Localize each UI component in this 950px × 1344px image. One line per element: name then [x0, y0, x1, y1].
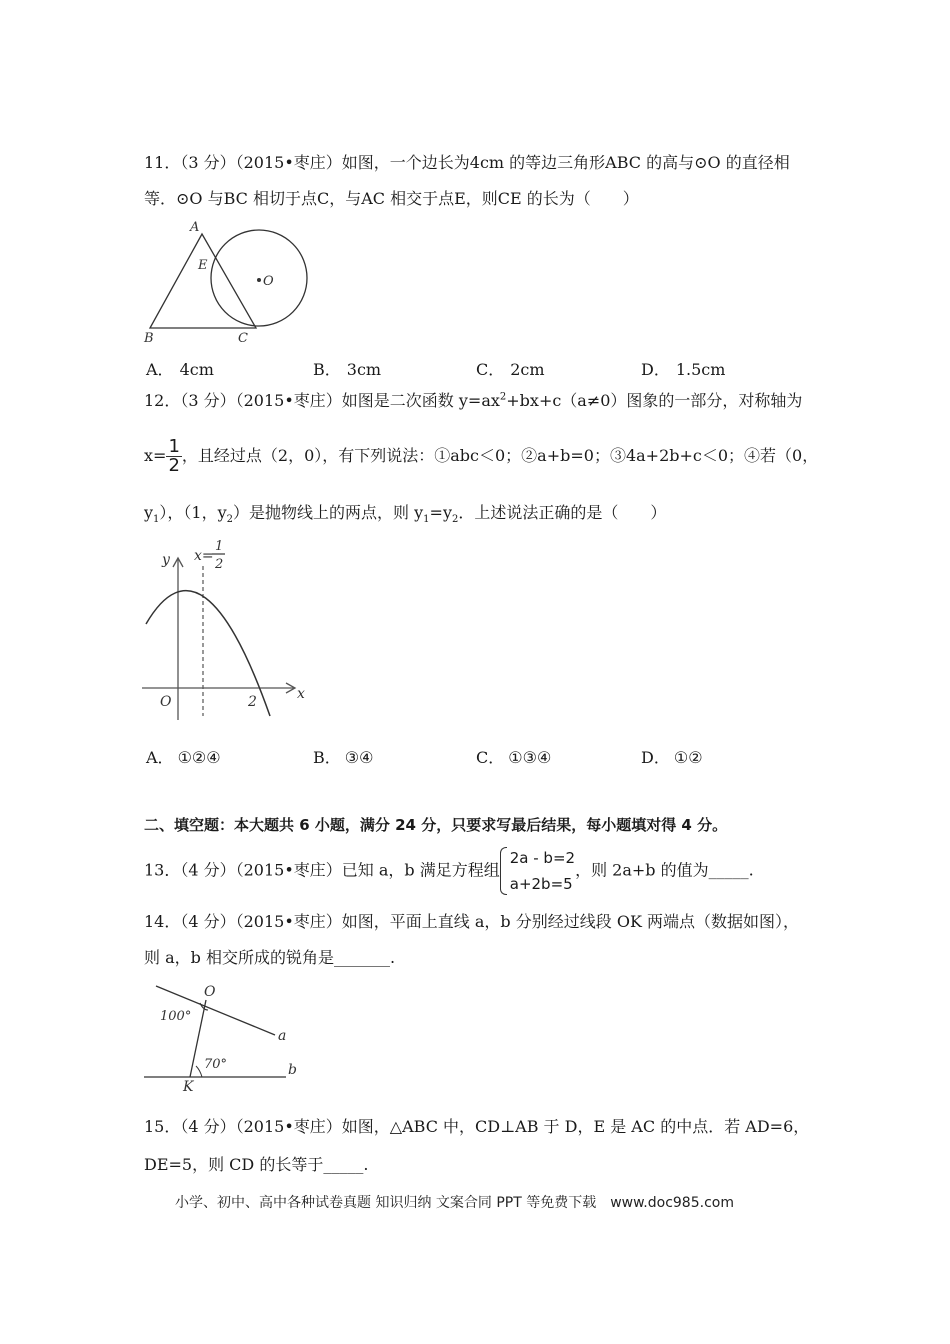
label-a: A	[190, 220, 200, 235]
q11-option-d[interactable]: D． 1.5cm	[641, 360, 726, 379]
label-c: C	[238, 331, 248, 346]
label-o: O	[204, 984, 216, 1000]
q12-option-b[interactable]: B． ③④	[313, 748, 374, 767]
label-x-eq: x=	[194, 548, 214, 564]
q12-text-line3: $y_1$），（1，$y_2$）是抛物线上的两点，则 $y_1=y_2$．上述说法正确的是（ ）	[144, 503, 667, 526]
q14-text-line2: 则 a，b 相交所成的锐角是_______.	[144, 948, 396, 967]
label-y: y	[162, 552, 170, 568]
section2-title: 二、填空题：本大题共 6 小题，满分 24 分，只要求写最后结果，每小题填对得 4 分。	[144, 816, 728, 834]
label-a: a	[278, 1028, 287, 1044]
label-half-num: 1	[215, 539, 224, 554]
label-angle-100: 100°	[160, 1009, 192, 1024]
label-b: b	[288, 1062, 297, 1078]
label-two: 2	[248, 694, 257, 710]
q14-text-line1: 14．（4 分）（2015•枣庄）如图，平面上直线 a，b 分别经过线段 OK 两端点（数据如图），	[144, 912, 799, 931]
q11-figure	[140, 218, 320, 348]
q11-option-b[interactable]: B． 3cm	[313, 360, 382, 379]
center-o-dot	[257, 278, 261, 282]
q14-figure	[140, 980, 310, 1095]
label-origin-o: O	[160, 694, 172, 710]
q11-text-line2: 等．⊙O 与BC 相切于点C，与AC 相交于点E，则CE 的长为（ ）	[144, 189, 639, 208]
label-angle-70: 70°	[204, 1057, 228, 1072]
q12-text-line1: 12．（3 分）（2015•枣庄）如图是二次函数 $y=ax^2+bx+c(a\ne 0)$图象的一部分，对称轴为	[144, 391, 803, 410]
q13-text: 13．（4 分）（2015•枣庄）已知 a，b 满足方程组 2a - b=2 a+2b=5 ，则 2a+b 的值为_____.	[144, 845, 754, 897]
label-half-den: 2	[215, 557, 224, 572]
label-x: x	[297, 686, 305, 702]
q11-option-a[interactable]: A． 4cm	[146, 360, 214, 379]
fraction-half: $\frac{1}{2}$	[168, 436, 180, 476]
q11-text-line1: 11．（3 分）（2015•枣庄）如图，一个边长为4cm 的等边三角形ABC 的高与⊙O 的直径相	[144, 153, 790, 172]
equation-system: 2a - b=2 a+2b=5	[500, 845, 575, 897]
q12-option-a[interactable]: A． ①②④	[146, 748, 221, 767]
footer-banner: 小学、初中、高中各种试卷真题 知识归纳 文案合同 PPT 等免费下载 www.doc985.com	[175, 1195, 734, 1211]
q12-option-d[interactable]: D． ①②	[641, 748, 703, 767]
q12-parabola-figure	[140, 536, 315, 726]
label-b: B	[144, 331, 154, 346]
label-k: K	[183, 1079, 194, 1095]
angle-arc-k	[196, 1066, 202, 1077]
q15-text-line2: DE=5，则 CD 的长等于_____.	[144, 1155, 369, 1174]
q12-option-c[interactable]: C． ①③④	[476, 748, 552, 767]
q15-text-line1: 15．（4 分）（2015•枣庄）如图，△ABC 中，CD⊥AB 于 D，E 是 AC 的中点．若 AD=6，	[144, 1117, 810, 1136]
triangle-abc	[150, 234, 256, 328]
label-o: O	[263, 274, 274, 289]
label-e: E	[198, 258, 208, 273]
q12-text-line2: x= $\frac{1}{2}$ ，且经过点（2，0），有下列说法：①abc＜0；②a+b=0；③4a+2b+c＜0；④若（0，	[144, 436, 819, 476]
q11-option-c[interactable]: C． 2cm	[476, 360, 545, 379]
